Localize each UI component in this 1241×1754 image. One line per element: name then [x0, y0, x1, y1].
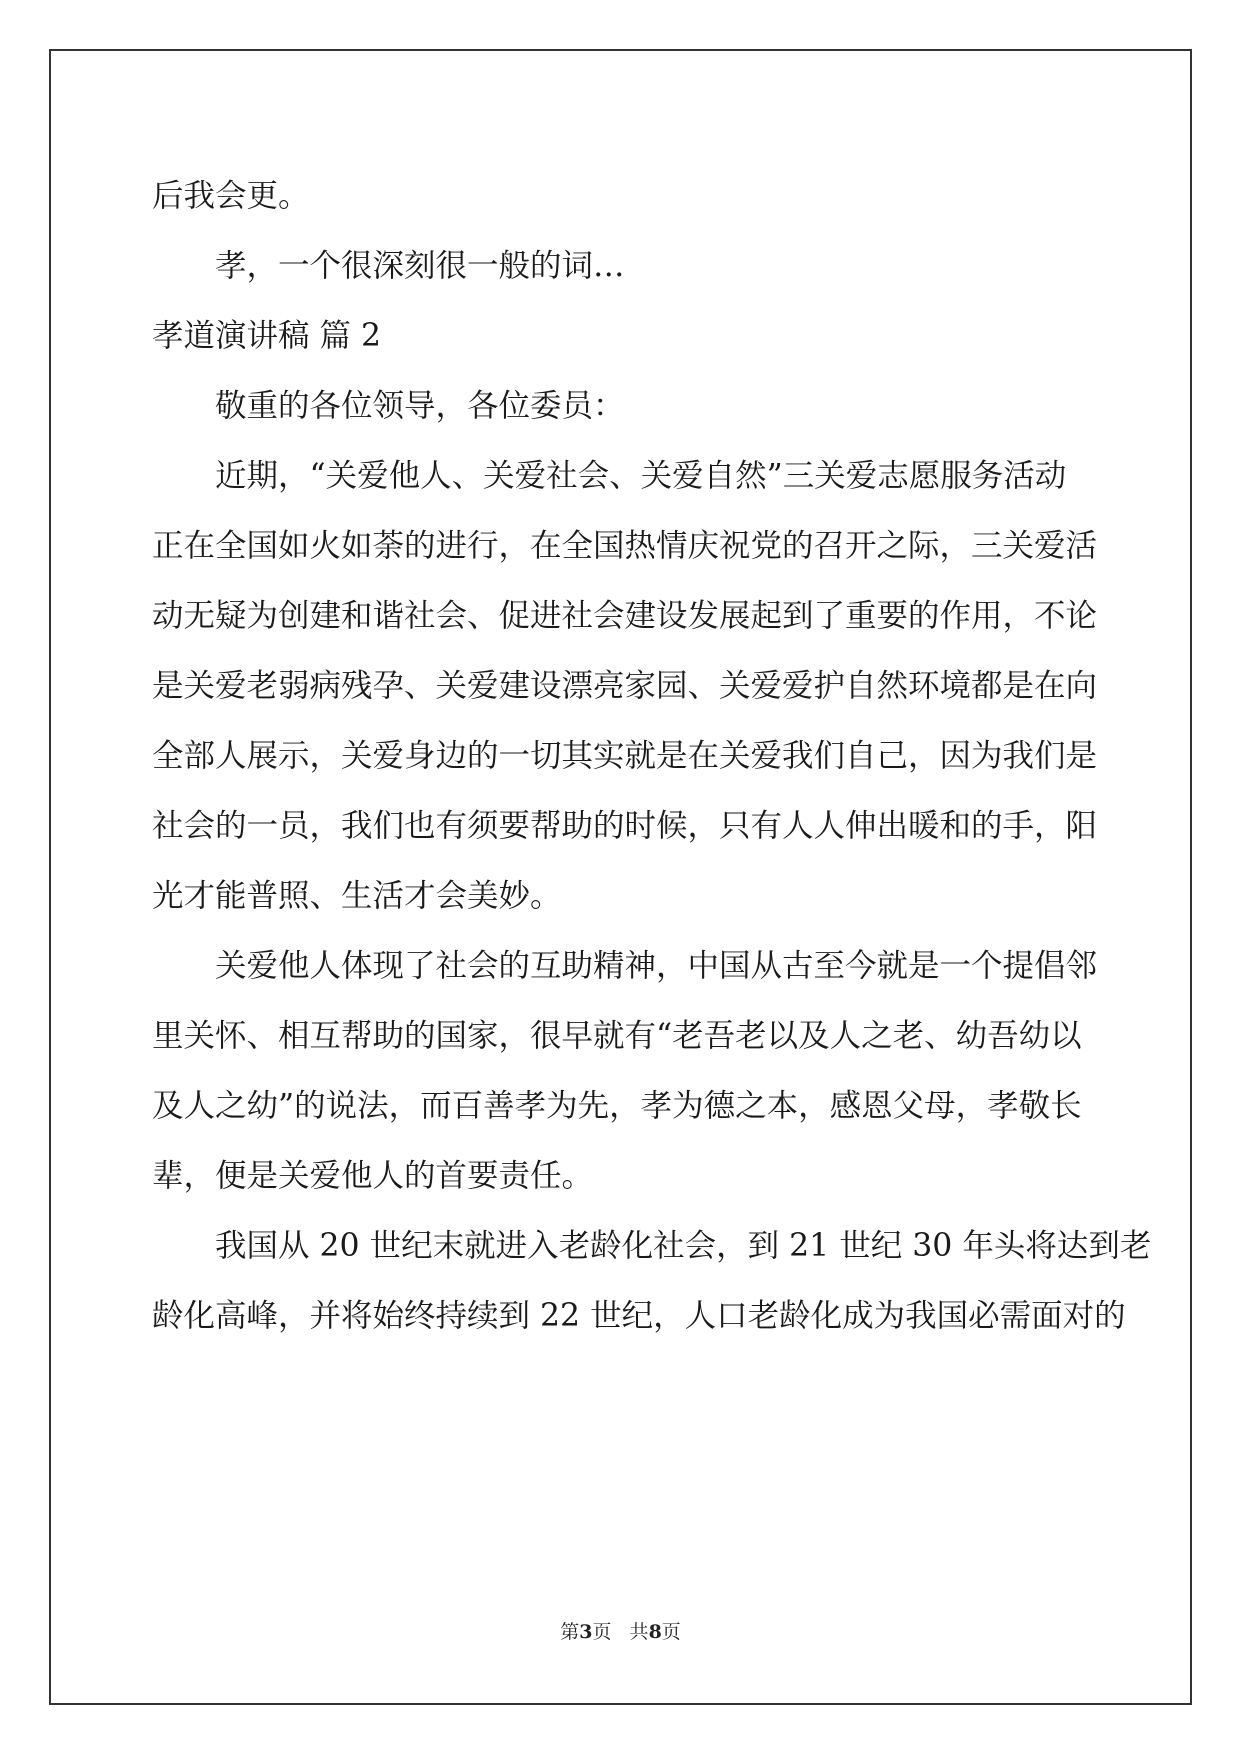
- text-line: 及人之幼”的说法，而百善孝为先，孝为德之本，感恩父母，孝敬长: [152, 1088, 1082, 1124]
- text-line: 社会的一员，我们也有须要帮助的时候，只有人人伸出暖和的手，阳: [152, 808, 1098, 844]
- text-line: 龄化高峰，并将始终持续到 22 世纪，人口老龄化成为我国必需面对的: [152, 1298, 1126, 1334]
- text-line: 是关爱老弱病残孕、关爱建设漂亮家园、关爱爱护自然环境都是在向: [152, 668, 1098, 704]
- text-line: 里关怀、相互帮助的国家，很早就有“老吾老以及人之老、幼吾幼以: [152, 1018, 1082, 1054]
- text-line: 后我会更。: [152, 178, 310, 214]
- footer-prefix: 第: [560, 1621, 580, 1643]
- text-line: 孝，一个很深刻很一般的词…: [215, 248, 625, 284]
- total-page-number: 8: [648, 1621, 662, 1643]
- footer-suffix: 页: [661, 1621, 681, 1643]
- text-line: 辈，便是关爱他人的首要责任。: [152, 1158, 594, 1194]
- page-footer: [0, 1617, 1241, 1644]
- text-line: 光才能普照、生活才会美妙。: [152, 878, 562, 914]
- footer-mid: 页 共: [592, 1621, 649, 1643]
- text-line: 正在全国如火如荼的进行，在全国热情庆祝党的召开之际，三关爱活: [152, 528, 1098, 564]
- document-body: [152, 161, 1152, 1351]
- text-line: 全部人展示，关爱身边的一切其实就是在关爱我们自己，因为我们是: [152, 738, 1098, 774]
- text-line: 近期，“关爱他人、关爱社会、关爱自然”三关爱志愿服务活动: [215, 458, 1067, 494]
- text-line: 敬重的各位领导，各位委员：: [215, 388, 625, 424]
- text-line: 动无疑为创建和谐社会、促进社会建设发展起到了重要的作用，不论: [152, 598, 1098, 634]
- text-line: 我国从 20 世纪末就进入老龄化社会，到 21 世纪 30 年头将达到老: [215, 1228, 1152, 1264]
- text-line: 关爱他人体现了社会的互助精神，中国从古至今就是一个提倡邻: [215, 948, 1098, 984]
- current-page-number: 3: [579, 1621, 593, 1643]
- section-heading: 孝道演讲稿 篇 2: [152, 318, 382, 354]
